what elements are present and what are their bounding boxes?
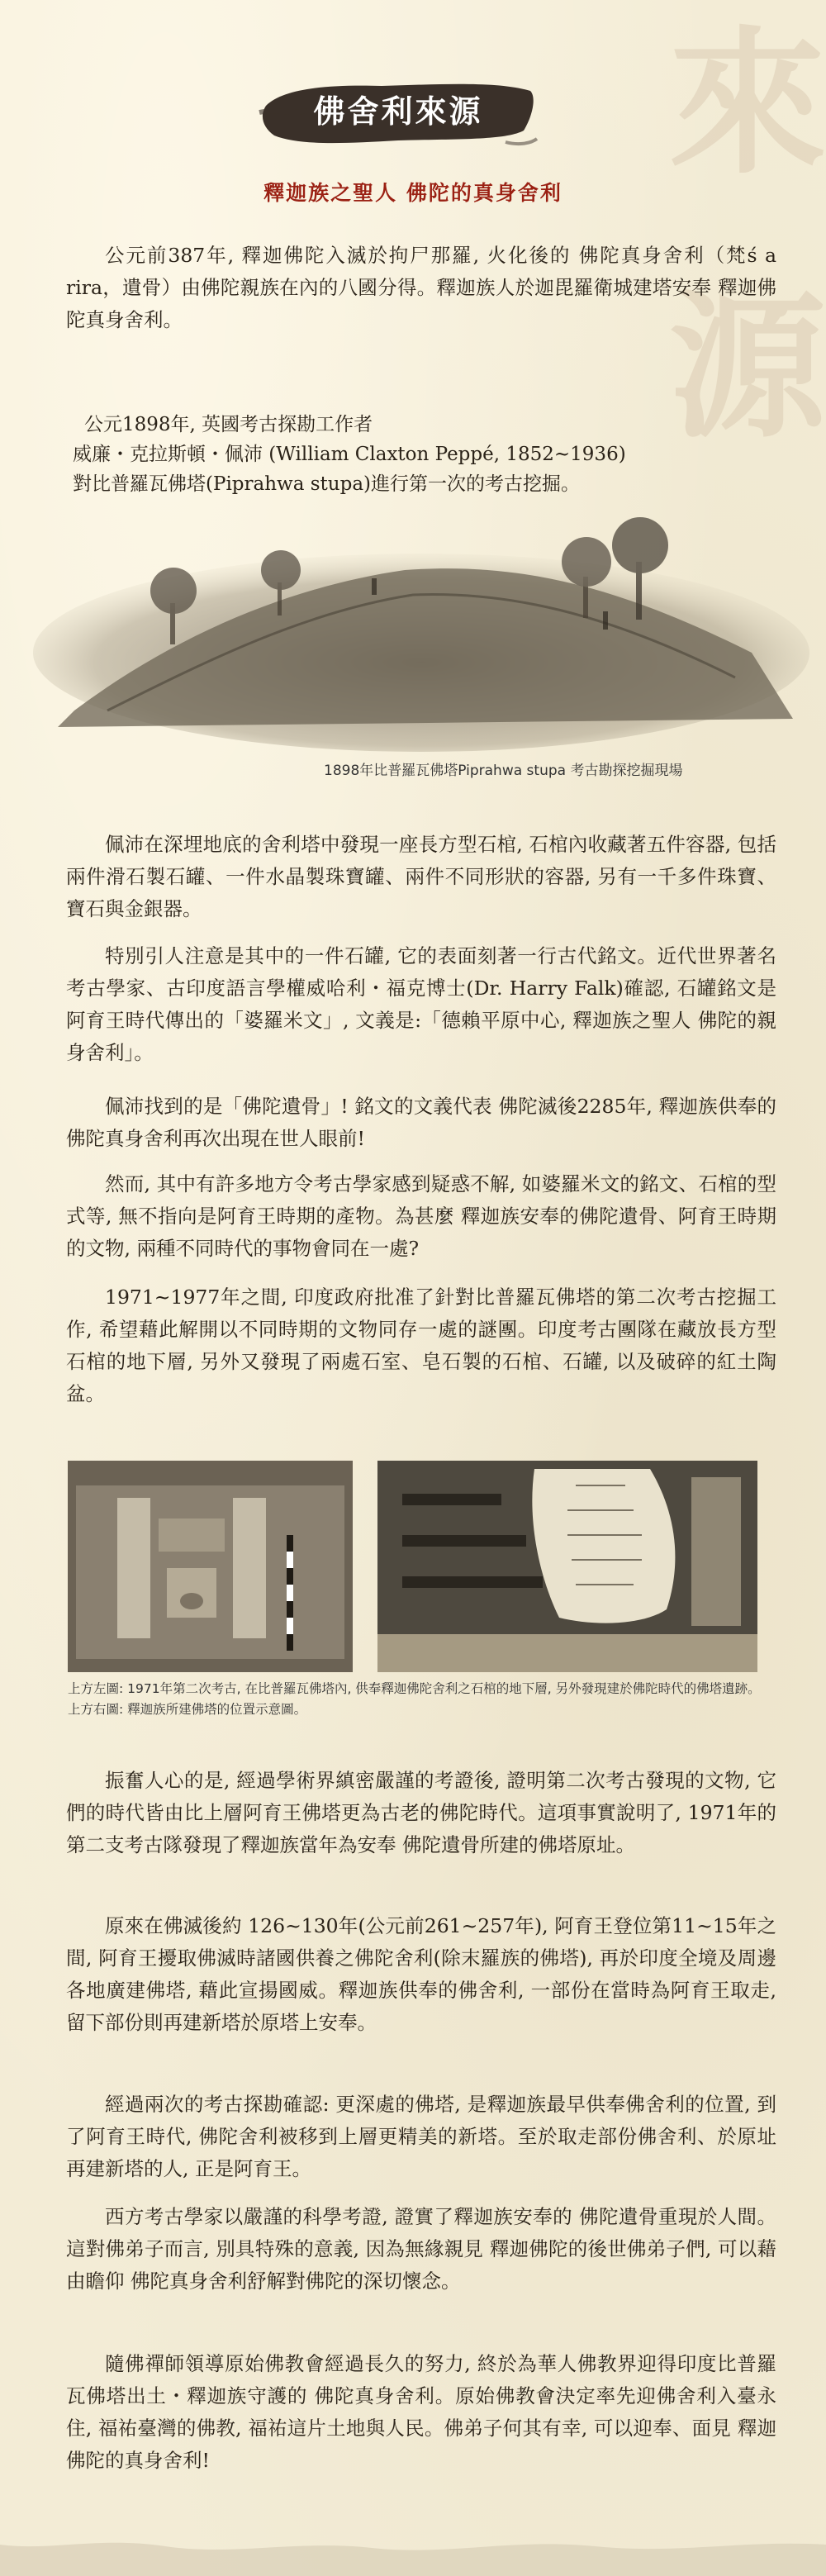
intro-paragraph: 公元前387年, 釋迦佛陀入滅於拘尸那羅, 火化後的 佛陀真身舍利（梵ś a rira，遺骨）由佛陀親族在內的八國分得。釋迦族人於迦毘羅衛城建塔安奉 釋迦佛陀真身舍利。 bbox=[66, 244, 776, 331]
page-subtitle: 釋迦族之聖人 佛陀的真身舍利 bbox=[263, 181, 563, 205]
photo1-caption: 1898年比普羅瓦佛塔Piprahwa stupa 考古勘探挖掘現場 bbox=[324, 763, 683, 779]
photo2-caption: 上方左圖: 1971年第二次考古, 在比普羅瓦佛塔內, 供奉釋迦佛陀舍利之石棺的地下層, 另外發現建於佛陀時代的佛塔遺跡。 上方右圖: 釋迦族所建佛塔的位置示意圖。 bbox=[68, 1681, 761, 1717]
paragraph-a2: 特別引人注意是其中的一件石罐, 它的表面刻著一行古代銘文。近代世界著名考古學家、古印度語言學權威哈利・福克博士(Dr. Harry Falk)確認, 石罐銘文是阿育王時代傳出的「婆羅米文」, 文義是:「德賴平原中心, 釋迦族之聖人 佛陀的親身舍利」。 bbox=[66, 944, 776, 1064]
excavation-site-photo bbox=[25, 512, 814, 760]
page-title: 佛舍利來源 bbox=[313, 93, 483, 130]
paragraph-b4: 西方考古學家以嚴謹的科學考證, 證實了釋迦族安奉的 佛陀遺骨重現於人間。這對佛弟子而言, 別具特殊的意義, 因為無緣親見 釋迦佛陀的後世佛弟子們, 可以藉由瞻仰 佛陀真身舍利舒解對佛陀的深切懷念。 bbox=[66, 2205, 776, 2293]
excavation-line: 對比普羅瓦佛塔(Piprahwa stupa)進行第一次的考古挖掘。 bbox=[73, 473, 581, 495]
paragraph-a3: 佩沛找到的是「佛陀遺骨」! 銘文的文義代表 佛陀滅後2285年, 釋迦族供奉的 佛陀真身舍利再次出現在世人眼前! bbox=[66, 1095, 776, 1150]
stupa-location-diagram bbox=[377, 1461, 757, 1672]
paragraph-b1: 振奮人心的是, 經過學術界縝密嚴謹的考證後, 證明第二次考古發現的文物, 它們的時代皆由比上層阿育王佛塔更為古老的佛陀時代。這項事實說明了, 1971年的第二支考古隊發現了釋迦族當年為安奉 佛陀遺骨所建的佛塔原址。 bbox=[66, 1769, 776, 1856]
excavation-line: 公元1898年, 英國考古探勘工作者 bbox=[84, 414, 373, 435]
paragraph-b2: 原來在佛滅後約 126~130年(公元前261~257年), 阿育王登位第11~15年之間, 阿育王擾取佛滅時諸國供養之佛陀舍利(除末羅族的佛塔), 再於印度全境及周邊各地廣建佛塔, 藉此宣揚國威。釋迦族供奉的佛舍利, 一部份在當時為阿育王取走, 留下部份則再建新塔於原塔上安奉。 bbox=[66, 1914, 776, 2034]
paragraph-b3: 經過兩次的考古探勘確認: 更深處的佛塔, 是釋迦族最早供奉佛舍利的位置, 到了阿育王時代, 佛陀舍利被移到上層更精美的新塔。至於取走部份佛舍利、於原址再建新塔的人, 正是阿育王。 bbox=[66, 2093, 776, 2180]
paragraph-a5: 1971~1977年之間, 印度政府批准了針對比普羅瓦佛塔的第二次考古挖掘工作, 希望藉此解開以不同時期的文物同存一處的謎團。印度考古團隊在藏放長方型石棺的地下層, 另外又發現了兩處石室、皂石製的石棺、石罐, 以及破碎的紅土陶盆。 bbox=[66, 1286, 776, 1405]
paragraph-a4: 然而, 其中有許多地方令考古學家感到疑惑不解, 如婆羅米文的銘文、石棺的型式等, 無不指向是阿育王時期的產物。為甚麼 釋迦族安奉的佛陀遺骨、阿育王時期的文物, 兩種不同時代的事物會同在一處? bbox=[66, 1172, 776, 1260]
excavation-line: 威廉・克拉斯頓・佩沛 (William Claxton Peppé, 1852~1936) bbox=[73, 444, 626, 465]
watermark-top: 來 bbox=[668, 11, 826, 195]
paragraph-a1: 佩沛在深埋地底的舍利塔中發現一座長方型石棺, 石棺內收藏著五件容器, 包括兩件滑石製石罐、一件水晶製珠寶罐、兩件不同形狀的容器, 另有一千多件珠寶、寶石與金銀器。 bbox=[66, 833, 776, 920]
paragraph-b5: 隨佛禪師領導原始佛教會經過長久的努力, 終於為華人佛教界迎得印度比普羅瓦佛塔出土・釋迦族守護的 佛陀真身舍利。原始佛教會決定率先迎佛舍利入臺永住, 福祐臺灣的佛教, 福祐這片土地與人民。佛弟子何其有幸, 可以迎奉、面見 釋迦佛陀的真身舍利! bbox=[66, 2352, 776, 2472]
excavation-intro bbox=[66, 410, 776, 499]
bottom-torn-edge bbox=[0, 2528, 826, 2576]
stone-coffin-photo bbox=[68, 1461, 353, 1672]
watermark-bottom: 源 bbox=[668, 275, 826, 459]
